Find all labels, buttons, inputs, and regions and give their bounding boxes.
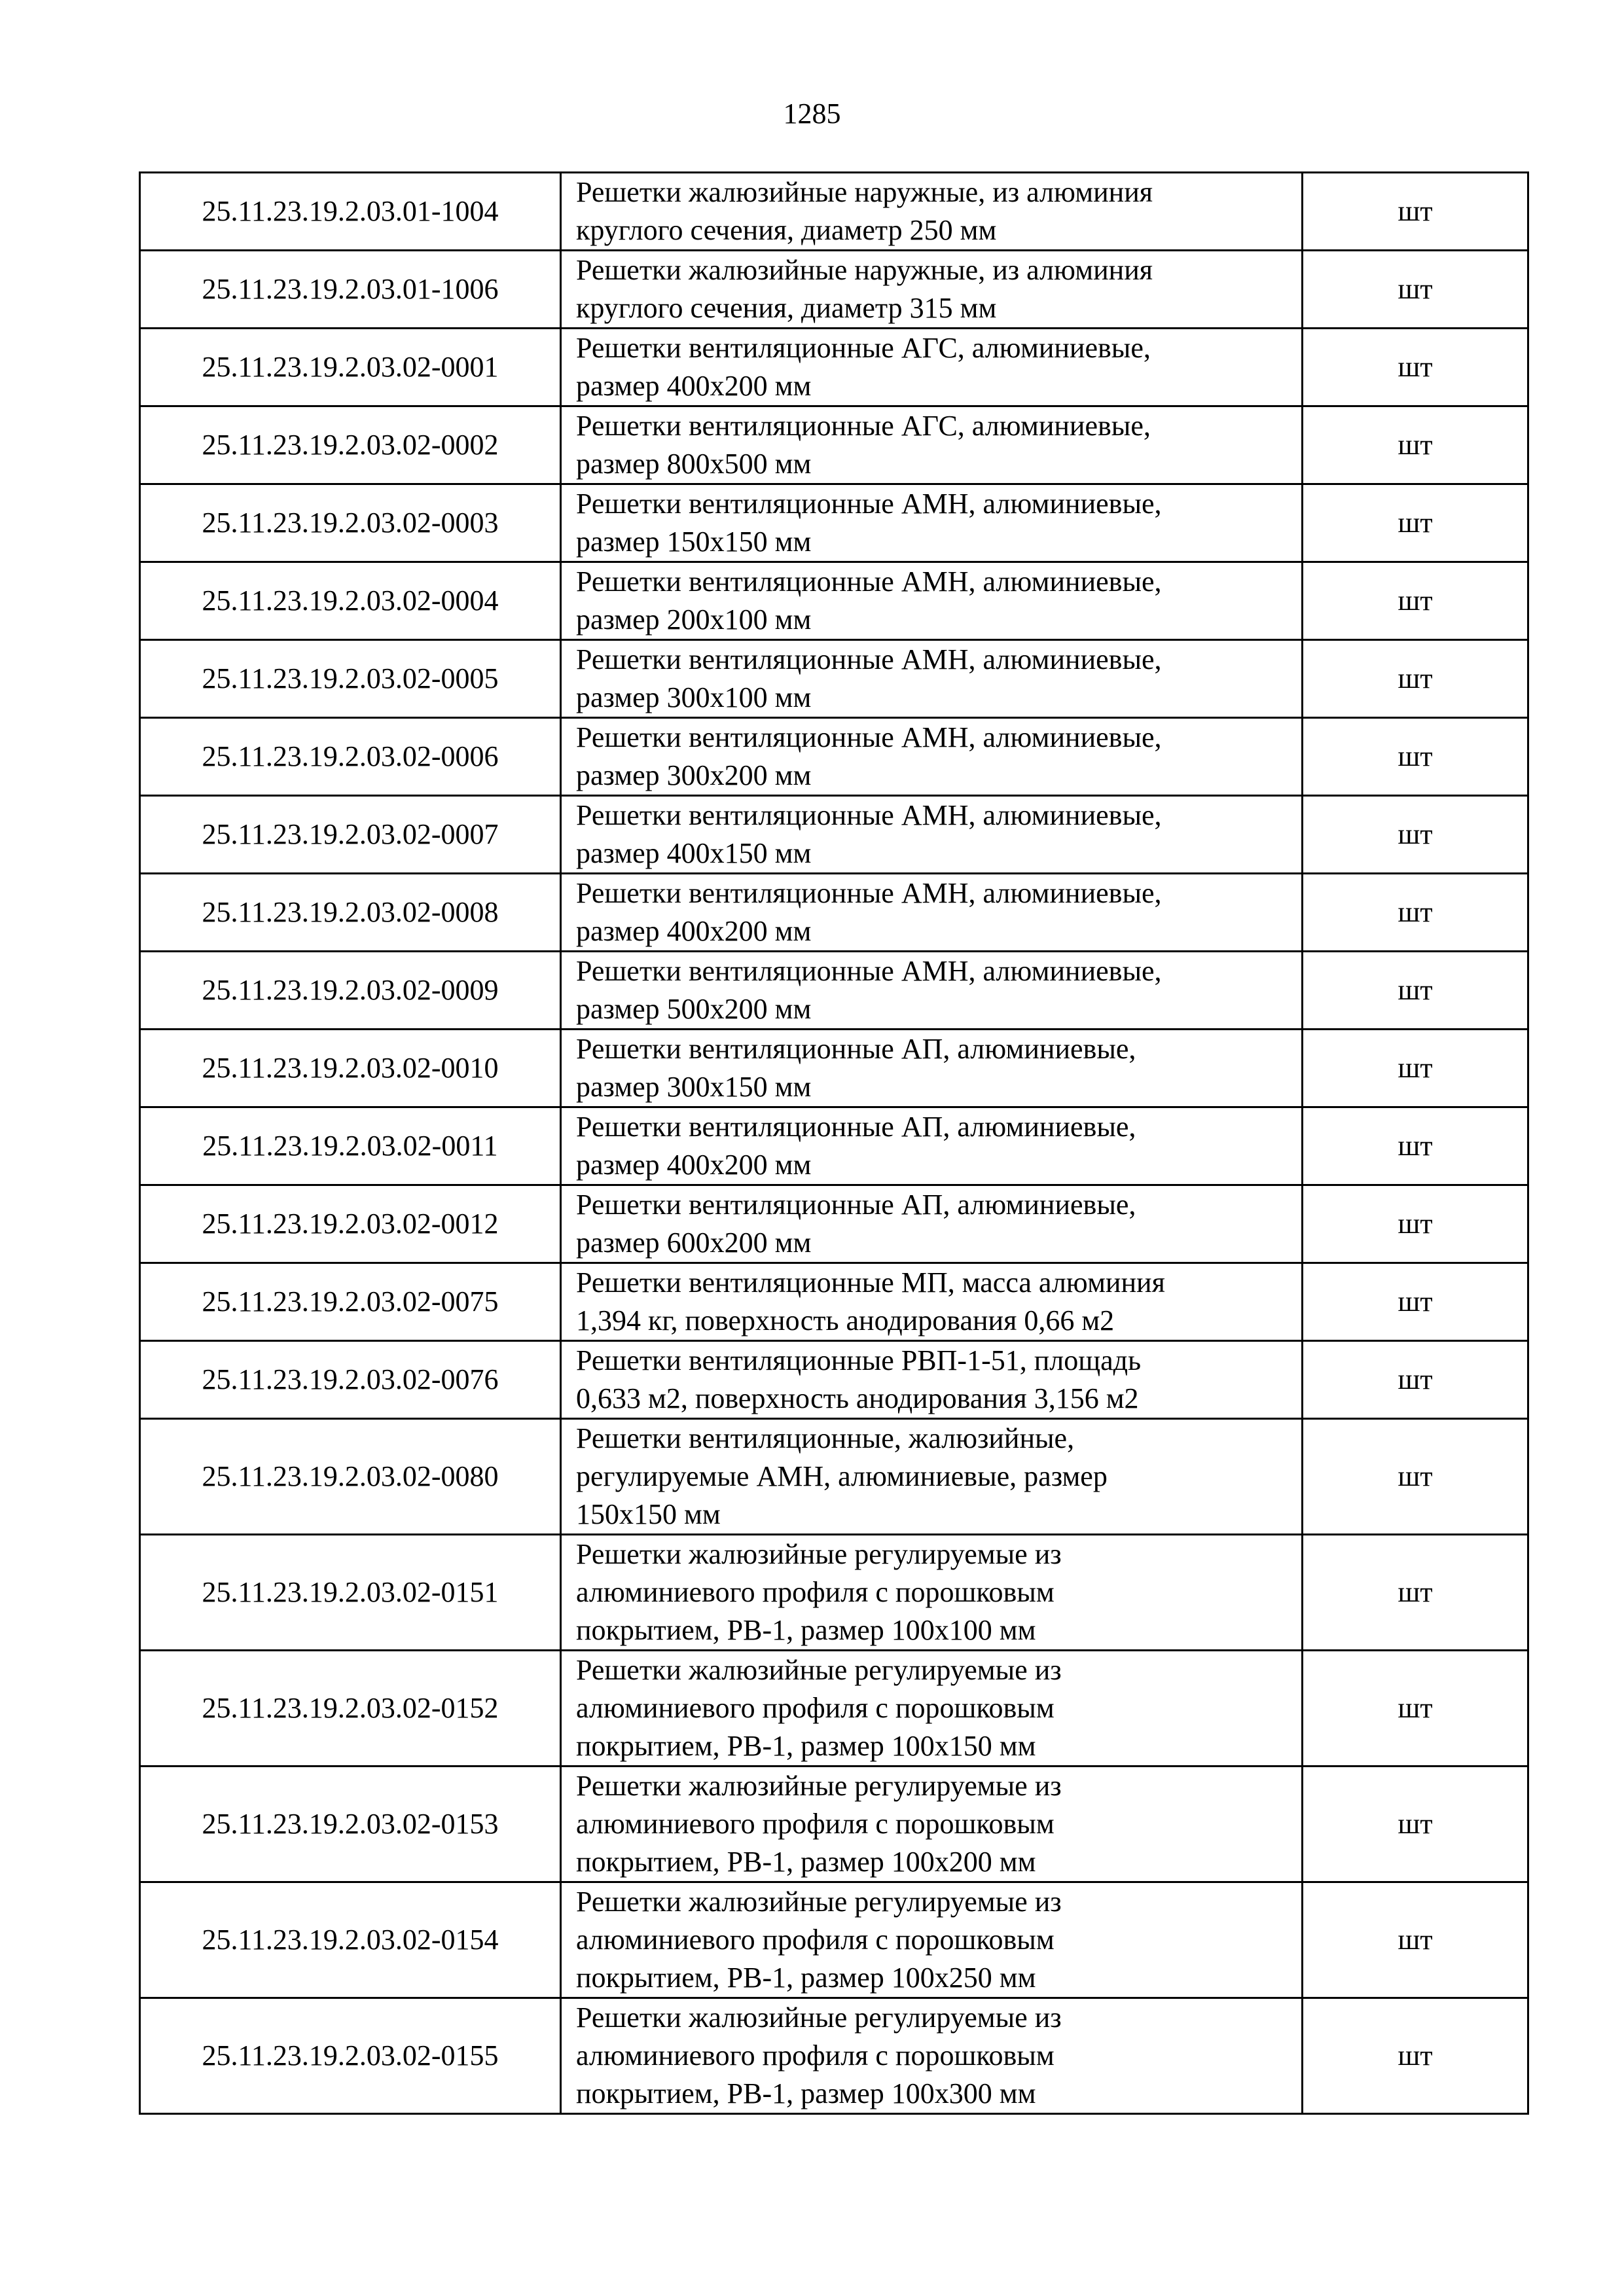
item-name: Решетки вентиляционные АГС, алюминиевые, размер 800х500 мм xyxy=(561,406,1303,484)
item-unit: шт xyxy=(1303,329,1528,406)
item-unit: шт xyxy=(1303,251,1528,329)
item-unit: шт xyxy=(1303,874,1528,952)
item-unit: шт xyxy=(1303,484,1528,562)
table-row xyxy=(140,718,1528,796)
item-unit: шт xyxy=(1303,406,1528,484)
item-name: Решетки жалюзийные регулируемые из алюминиевого профиля с порошковым покрытием, РВ-1, размер 100х200 мм xyxy=(561,1767,1303,1882)
table-row xyxy=(140,874,1528,952)
item-code: 25.11.23.19.2.03.02-0153 xyxy=(140,1767,561,1882)
item-name: Решетки вентиляционные АГС, алюминиевые, размер 400х200 мм xyxy=(561,329,1303,406)
table-row xyxy=(140,1107,1528,1185)
item-unit: шт xyxy=(1303,1882,1528,1998)
item-name: Решетки вентиляционные МП, масса алюминия 1,394 кг, поверхность анодирования 0,66 м2 xyxy=(561,1263,1303,1341)
table-row xyxy=(140,251,1528,329)
table-row xyxy=(140,1030,1528,1107)
item-name: Решетки вентиляционные АМН, алюминиевые, размер 500х200 мм xyxy=(561,952,1303,1030)
item-code: 25.11.23.19.2.03.02-0075 xyxy=(140,1263,561,1341)
item-unit: шт xyxy=(1303,562,1528,640)
item-name: Решетки вентиляционные, жалюзийные, регулируемые АМН, алюминиевые, размер 150х150 мм xyxy=(561,1419,1303,1535)
item-code: 25.11.23.19.2.03.02-0005 xyxy=(140,640,561,718)
item-name: Решетки жалюзийные регулируемые из алюминиевого профиля с порошковым покрытием, РВ-1, размер 100х100 мм xyxy=(561,1535,1303,1651)
table-row xyxy=(140,1651,1528,1767)
item-code: 25.11.23.19.2.03.02-0009 xyxy=(140,952,561,1030)
item-unit: шт xyxy=(1303,1107,1528,1185)
item-code: 25.11.23.19.2.03.02-0012 xyxy=(140,1185,561,1263)
item-unit: шт xyxy=(1303,1767,1528,1882)
item-code: 25.11.23.19.2.03.02-0007 xyxy=(140,796,561,874)
item-unit: шт xyxy=(1303,173,1528,251)
item-unit: шт xyxy=(1303,1998,1528,2114)
table-row xyxy=(140,1263,1528,1341)
item-unit: шт xyxy=(1303,640,1528,718)
table-row xyxy=(140,1341,1528,1419)
table-row xyxy=(140,1419,1528,1535)
item-name: Решетки вентиляционные АМН, алюминиевые, размер 150х150 мм xyxy=(561,484,1303,562)
item-name: Решетки вентиляционные АП, алюминиевые, размер 600х200 мм xyxy=(561,1185,1303,1263)
item-code: 25.11.23.19.2.03.02-0152 xyxy=(140,1651,561,1767)
item-unit: шт xyxy=(1303,796,1528,874)
item-name: Решетки вентиляционные АМН, алюминиевые, размер 300х100 мм xyxy=(561,640,1303,718)
table-row xyxy=(140,1882,1528,1998)
table-row xyxy=(140,1535,1528,1651)
table-row xyxy=(140,173,1528,251)
item-name: Решетки вентиляционные АМН, алюминиевые, размер 400х200 мм xyxy=(561,874,1303,952)
item-code: 25.11.23.19.2.03.02-0154 xyxy=(140,1882,561,1998)
item-code: 25.11.23.19.2.03.02-0006 xyxy=(140,718,561,796)
item-name: Решетки жалюзийные регулируемые из алюминиевого профиля с порошковым покрытием, РВ-1, размер 100х300 мм xyxy=(561,1998,1303,2114)
item-code: 25.11.23.19.2.03.02-0002 xyxy=(140,406,561,484)
item-name: Решетки вентиляционные АМН, алюминиевые, размер 400х150 мм xyxy=(561,796,1303,874)
item-unit: шт xyxy=(1303,1419,1528,1535)
item-name: Решетки вентиляционные РВП-1-51, площадь 0,633 м2, поверхность анодирования 3,156 м2 xyxy=(561,1341,1303,1419)
item-code: 25.11.23.19.2.03.02-0010 xyxy=(140,1030,561,1107)
item-unit: шт xyxy=(1303,1535,1528,1651)
item-name: Решетки жалюзийные регулируемые из алюминиевого профиля с порошковым покрытием, РВ-1, размер 100х250 мм xyxy=(561,1882,1303,1998)
table-row xyxy=(140,1767,1528,1882)
item-name: Решетки вентиляционные АМН, алюминиевые, размер 200х100 мм xyxy=(561,562,1303,640)
item-code: 25.11.23.19.2.03.02-0003 xyxy=(140,484,561,562)
item-code: 25.11.23.19.2.03.02-0151 xyxy=(140,1535,561,1651)
table-row xyxy=(140,562,1528,640)
item-name: Решетки жалюзийные наружные, из алюминия круглого сечения, диаметр 250 мм xyxy=(561,173,1303,251)
table-row xyxy=(140,796,1528,874)
table-row xyxy=(140,1185,1528,1263)
item-unit: шт xyxy=(1303,1263,1528,1341)
table-row xyxy=(140,406,1528,484)
item-code: 25.11.23.19.2.03.02-0080 xyxy=(140,1419,561,1535)
item-code: 25.11.23.19.2.03.02-0011 xyxy=(140,1107,561,1185)
item-unit: шт xyxy=(1303,952,1528,1030)
item-name: Решетки вентиляционные АМН, алюминиевые, размер 300х200 мм xyxy=(561,718,1303,796)
item-name: Решетки вентиляционные АП, алюминиевые, размер 400х200 мм xyxy=(561,1107,1303,1185)
table-row xyxy=(140,484,1528,562)
table-row xyxy=(140,329,1528,406)
item-code: 25.11.23.19.2.03.02-0076 xyxy=(140,1341,561,1419)
item-code: 25.11.23.19.2.03.02-0001 xyxy=(140,329,561,406)
item-code: 25.11.23.19.2.03.02-0004 xyxy=(140,562,561,640)
table-row xyxy=(140,640,1528,718)
item-unit: шт xyxy=(1303,1651,1528,1767)
item-name: Решетки жалюзийные наружные, из алюминия круглого сечения, диаметр 315 мм xyxy=(561,251,1303,329)
item-code: 25.11.23.19.2.03.01-1006 xyxy=(140,251,561,329)
item-unit: шт xyxy=(1303,1341,1528,1419)
item-unit: шт xyxy=(1303,718,1528,796)
item-code: 25.11.23.19.2.03.02-0155 xyxy=(140,1998,561,2114)
item-code: 25.11.23.19.2.03.02-0008 xyxy=(140,874,561,952)
table-row xyxy=(140,1998,1528,2114)
item-code: 25.11.23.19.2.03.01-1004 xyxy=(140,173,561,251)
table-row xyxy=(140,952,1528,1030)
item-name: Решетки жалюзийные регулируемые из алюминиевого профиля с порошковым покрытием, РВ-1, размер 100х150 мм xyxy=(561,1651,1303,1767)
price-table xyxy=(139,171,1529,2115)
item-name: Решетки вентиляционные АП, алюминиевые, размер 300х150 мм xyxy=(561,1030,1303,1107)
item-unit: шт xyxy=(1303,1030,1528,1107)
page-number: 1285 xyxy=(783,98,841,130)
item-unit: шт xyxy=(1303,1185,1528,1263)
